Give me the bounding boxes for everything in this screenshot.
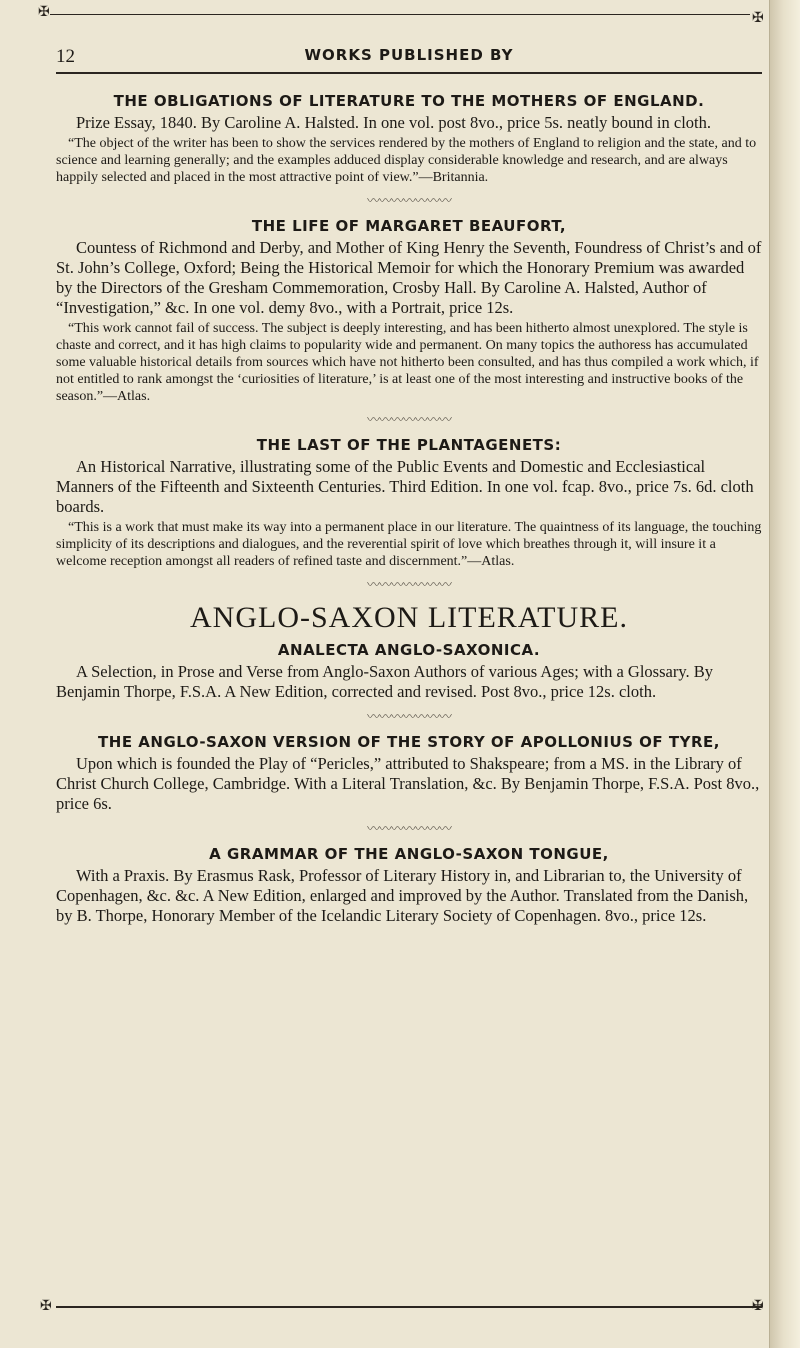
entry-review: “The object of the writer has been to show the services rendered by the mothers of England to religion and the state, and to science and learning generally; and the examples adduced display considerable knowledge and research, and are always happily selected and placed in the most attractive point of view.”—Britannia. bbox=[56, 136, 757, 185]
entry-body: With a Praxis. By Erasmus Rask, Professor of Literary History in, and Librarian to, the University of Copenhagen, &c. &c. A New Edition, enlarged and improved by the Author. Translated from the Danish, by B. Thorpe, Honorary Member of the Icelandic Literary Society of Copenhagen. 8vo., price 12s. bbox=[56, 866, 749, 925]
entry-title: THE LAST OF THE PLANTAGENETS: bbox=[256, 436, 562, 454]
footer-rule bbox=[56, 1306, 762, 1308]
corner-ornament: ✠ bbox=[40, 1299, 52, 1314]
section-heading: ANGLO-SAXON LITERATURE. bbox=[190, 601, 628, 634]
wavy-divider: 〰〰〰〰〰〰〰 bbox=[366, 821, 451, 836]
entry-title: THE ANGLO-SAXON VERSION OF THE STORY OF APOLLONIUS OF TYRE, bbox=[98, 733, 720, 751]
corner-ornament: ✠ bbox=[752, 11, 764, 26]
entry-review: “This is a work that must make its way into a permanent place in our literature. The quaintness of its language, the touching simplicity of its descriptions and dialogues, and the reverential spirit of love which breathes through it, will insure it a welcome reception amongst all readers of refined taste and discernment.”—Atlas. bbox=[56, 520, 762, 569]
corner-ornament: ✠ bbox=[38, 5, 50, 20]
header-rule bbox=[56, 72, 762, 74]
book-entry bbox=[56, 436, 762, 570]
entry-title: THE LIFE OF MARGARET BEAUFORT, bbox=[251, 217, 567, 235]
book-entry bbox=[56, 845, 762, 926]
book-entry bbox=[56, 92, 762, 186]
corner-ornament: ✠ bbox=[752, 1299, 764, 1314]
page-content bbox=[56, 92, 762, 926]
page-edge bbox=[769, 0, 800, 1348]
top-border-line bbox=[50, 14, 750, 15]
wavy-divider: 〰〰〰〰〰〰〰 bbox=[366, 577, 451, 592]
entry-body: An Historical Narrative, illustrating some of the Public Events and Domestic and Ecclesiastical Manners of the Fifteenth and Sixteenth Centuries. Third Edition. In one vol. fcap. 8vo., price 7s. 6d. cloth boards. bbox=[56, 457, 754, 516]
entry-body: Upon which is founded the Play of “Pericles,” attributed to Shakspeare; from a MS. in the Library of Christ Church College, Cambridge. With a Literal Translation, &c. By Benjamin Thorpe, F.S.A. Post 8vo., price 6s. bbox=[56, 754, 760, 813]
entry-review: “This work cannot fail of success. The subject is deeply interesting, and has been hitherto almost unexplored. The style is chaste and correct, and it has high claims to popularity wide and permanent. On many topics the authoress has accumulated some valuable historical details from sources which have not hitherto been consulted, and has thus compiled a work which, if not entitled to rank amongst the ‘curiosities of literature,’ is at least one of the most interesting and instructive books of the season.”—Atlas. bbox=[56, 321, 759, 404]
entry-title: THE OBLIGATIONS OF LITERATURE TO THE MOTHERS OF ENGLAND. bbox=[113, 92, 705, 110]
entry-body: Countess of Richmond and Derby, and Mother of King Henry the Seventh, Foundress of Christ’s and of St. John’s College, Oxford; Being the Historical Memoir for which the Honorary Premium was awarded by the Directors of the Gresham Commemoration, Crosby Hall. By Caroline A. Halsted, Author of “Investigation,” &c. In one vol. demy 8vo., with a Portrait, price 12s. bbox=[56, 238, 762, 317]
book-entry bbox=[56, 641, 762, 702]
entry-body: Prize Essay, 1840. By Caroline A. Halsted. In one vol. post 8vo., price 5s. neatly bound in cloth. bbox=[76, 113, 712, 132]
wavy-divider: 〰〰〰〰〰〰〰 bbox=[366, 709, 451, 724]
wavy-divider: 〰〰〰〰〰〰〰 bbox=[366, 412, 451, 427]
entry-body: A Selection, in Prose and Verse from Anglo-Saxon Authors of various Ages; with a Glossary. By Benjamin Thorpe, F.S.A. A New Edition, corrected and revised. Post 8vo., price 12s. cloth. bbox=[56, 662, 714, 701]
entry-title: A GRAMMAR OF THE ANGLO-SAXON TONGUE, bbox=[209, 845, 609, 863]
book-entry bbox=[56, 217, 762, 405]
page-number: 12 bbox=[56, 46, 75, 67]
running-head: WORKS PUBLISHED BY bbox=[304, 46, 514, 64]
page-header bbox=[56, 46, 762, 72]
wavy-divider: 〰〰〰〰〰〰〰 bbox=[366, 193, 451, 208]
book-entry bbox=[56, 733, 762, 814]
entry-title: ANALECTA ANGLO-SAXONICA. bbox=[277, 641, 541, 659]
